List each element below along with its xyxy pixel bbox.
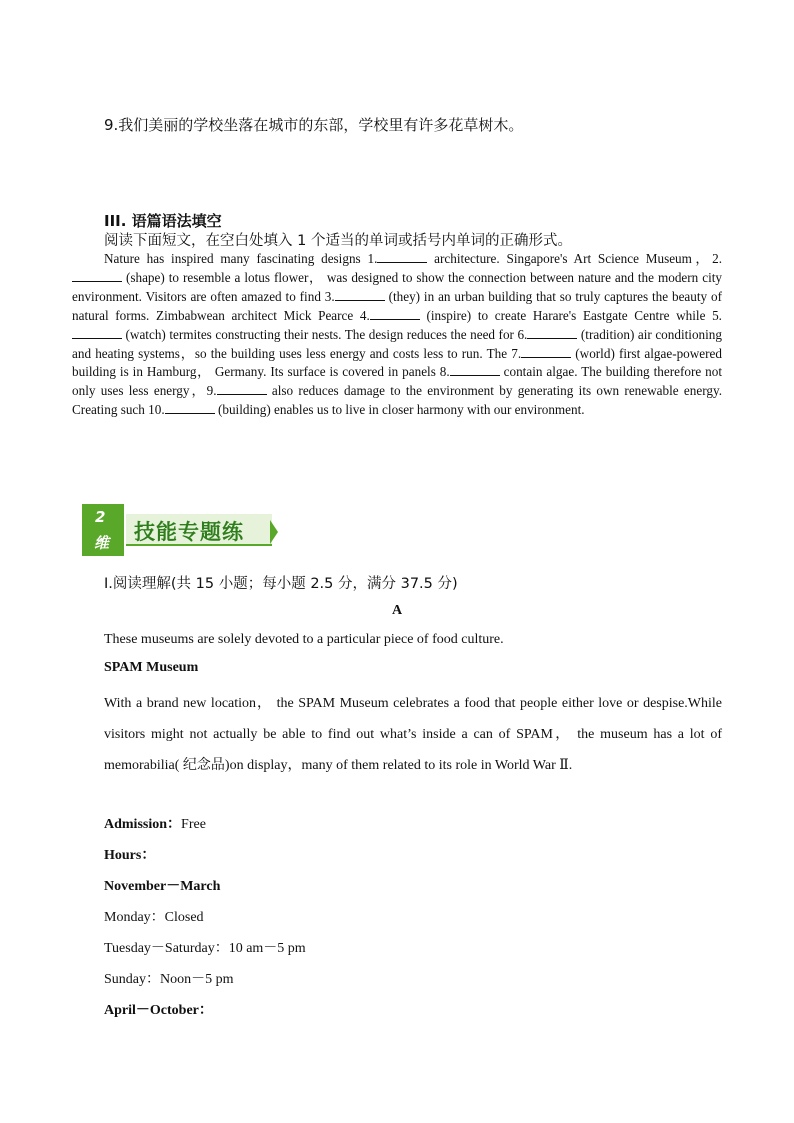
museum-description — [104, 688, 722, 781]
museum-name: SPAM Museum — [104, 660, 199, 675]
passage-text: (they) in an urban building that so truly captures the beauty of natural forms. Zimbabwean architect Mick Pearce 4. — [72, 288, 722, 323]
question-9: 9.我们美丽的学校坐落在城市的东部，学校里有许多花草树木。 — [104, 116, 524, 134]
blank-3[interactable] — [335, 288, 385, 301]
passage-text: architecture. Singapore's Art Science Museum，2. — [427, 251, 722, 266]
reading-section-title: Ⅰ.阅读理解(共 15 小题；每小题 2.5 分，满分 37.5 分) — [104, 576, 458, 592]
hours-tue-sat: Tuesday－Saturday：10 am－5 pm — [104, 941, 306, 956]
badge-number: 2 — [95, 508, 106, 526]
blank-1[interactable] — [377, 250, 427, 263]
admission-value: Free — [181, 817, 206, 832]
admission-label: Admission： — [104, 817, 182, 832]
section-3-instruction: 阅读下面短文，在空白处填入 1 个适当的单词或括号内单词的正确形式。 — [104, 233, 572, 249]
badge-char: 维 — [94, 534, 110, 552]
passage-text: (building) enables us to live in closer harmony with our environment. — [214, 402, 585, 418]
section-3-title: III. 语篇语法填空 — [104, 212, 222, 230]
passage-text: (tradition) air conditioning and heating systems，so the building uses less energy and costs less to run. The 7. — [72, 326, 722, 361]
passage-text: (inspire) to create Harare's Eastgate Centre while 5. — [419, 307, 722, 323]
season-apr-oct: April－October： — [104, 1003, 213, 1018]
passage-text: also reduces damage to the environment by generating its own renewable energy. Creating such 10. — [72, 383, 722, 418]
passage-label: A — [391, 603, 403, 618]
blank-2[interactable] — [72, 269, 122, 282]
description-text: With a brand new location， the SPAM Museum celebrates a food that people either love or despise.While visitors might not actually be able to find out what’s inside a can of SPAM， the museum has a lot of memorabilia( 纪念品)on display，many of them related to its role in World War Ⅱ. — [104, 696, 722, 773]
blank-7[interactable] — [521, 345, 571, 358]
banner-arrow-icon — [270, 520, 278, 544]
blank-10[interactable] — [165, 401, 215, 414]
passage-text: (world) first algae-powered building is in Hamburg， Germany. Its surface is covered in panels 8. — [72, 345, 722, 380]
passage-intro: These museums are solely devoted to a particular piece of food culture. — [104, 632, 504, 647]
passage-text: (watch) termites constructing their nests. The design reduces the need for 6. — [122, 326, 528, 342]
banner-label-box — [126, 514, 272, 546]
blank-6[interactable] — [527, 326, 577, 339]
season-nov-mar: November－March — [104, 879, 221, 894]
blank-4[interactable] — [370, 307, 420, 320]
cloze-passage — [72, 250, 722, 420]
blank-8[interactable] — [450, 363, 500, 376]
banner-badge — [82, 504, 124, 556]
banner-label: 技能专题练 — [134, 520, 244, 544]
hours-label: Hours： — [104, 848, 156, 863]
blank-5[interactable] — [72, 326, 122, 339]
hours-sunday: Sunday：Noon－5 pm — [104, 972, 234, 987]
hours-monday: Monday：Closed — [104, 910, 204, 925]
blank-9[interactable] — [217, 382, 267, 395]
passage-text: (shape) to resemble a lotus flower， was designed to show the connection between nature and the modern city environment. Visitors are often amazed to find 3. — [72, 269, 722, 304]
admission-row — [104, 813, 206, 833]
passage-text: Nature has inspired many fascinating designs 1. — [104, 251, 378, 266]
skill-practice-banner — [82, 504, 278, 556]
passage-text: contain algae. The building therefore not only uses less energy，9. — [72, 364, 722, 399]
